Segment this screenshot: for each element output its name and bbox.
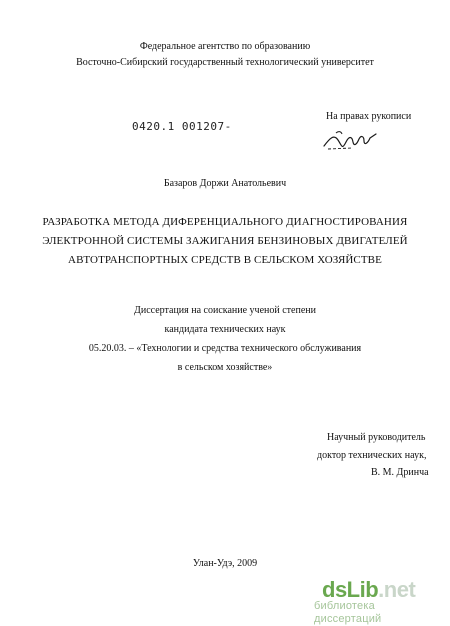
manuscript-note: На правах рукописи — [326, 111, 412, 122]
supervisor-degree: доктор технических наук, — [317, 450, 427, 461]
degree-line-4: в сельском хозяйстве» — [177, 362, 273, 373]
dslib-watermark — [312, 577, 444, 625]
degree-line-2: кандидата технических наук — [164, 324, 286, 335]
place-year: Улан-Удэ, 2009 — [192, 558, 258, 569]
watermark-caption: библиотека диссертаций — [314, 600, 382, 625]
degree-line-3: 05.20.03. – «Технологии и средства технического обслуживания — [88, 343, 362, 354]
registration-code: 0420.1 001207- — [132, 120, 232, 133]
degree-line-1: Диссертация на соискание ученой степени — [134, 305, 316, 316]
watermark-brand-tld: .net — [378, 577, 416, 602]
title-line-3: АВТОТРАНСПОРТНЫХ СРЕДСТВ В СЕЛЬСКОМ ХОЗЯЙСТВЕ — [68, 254, 382, 266]
university-line: Восточно-Сибирский государственный технологический университет — [76, 57, 374, 68]
handwritten-signature — [322, 128, 378, 154]
title-line-1: РАЗРАБОТКА МЕТОДА ДИФЕРЕНЦИАЛЬНОГО ДИАГНОСТИРОВАНИЯ — [42, 216, 408, 228]
watermark-brand-main: dsLib — [322, 577, 379, 602]
supervisor-role: Научный руководитель — [327, 432, 426, 443]
watermark-logo — [322, 578, 415, 602]
supervisor-name: В. М. Дринча — [371, 467, 429, 478]
author-name: Базаров Доржи Анатольевич — [163, 178, 287, 189]
agency-line: Федеральное агентство по образованию — [139, 41, 311, 52]
title-line-2: ЭЛЕКТРОННОЙ СИСТЕМЫ ЗАЖИГАНИЯ БЕНЗИНОВЫХ ДВИГАТЕЛЕЙ — [42, 235, 408, 247]
